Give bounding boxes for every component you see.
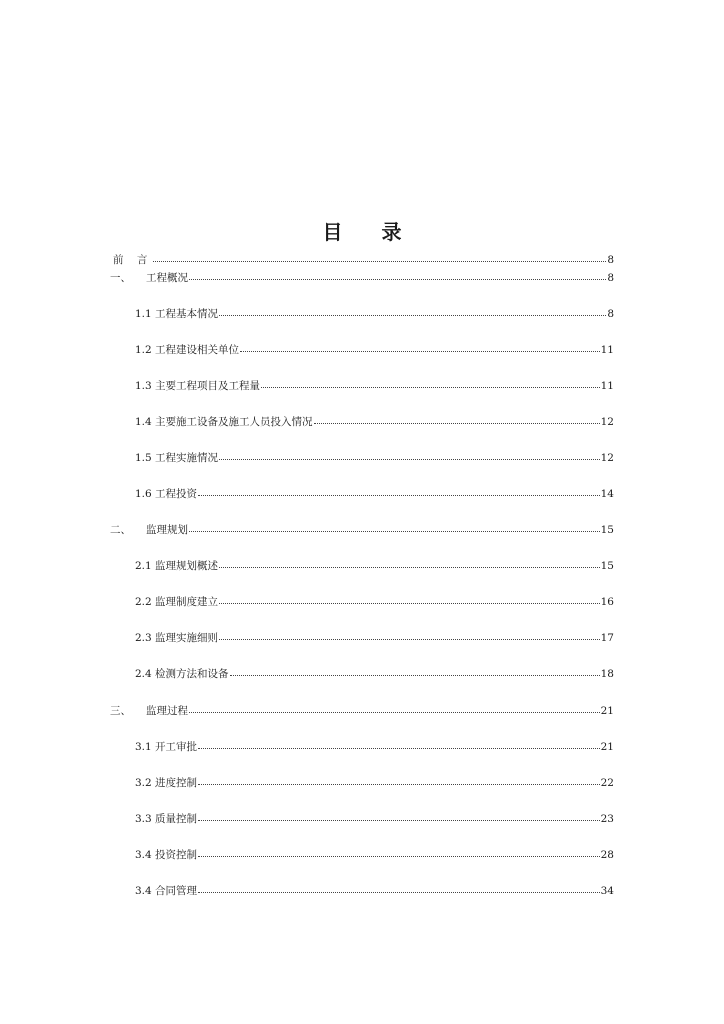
toc-entry-1-6[interactable]	[135, 487, 614, 501]
toc-entry-label: 3.3 质量控制	[135, 813, 198, 825]
toc-entry-label: 3.1 开工审批	[135, 741, 198, 753]
toc-entry-label: 1.5 工程实施情况	[135, 452, 219, 464]
toc-entry-label: 3.2 进度控制	[135, 777, 198, 789]
toc-leader-dots	[189, 270, 606, 280]
toc-entry-1-3[interactable]	[135, 379, 614, 393]
toc-leader-dots	[198, 847, 600, 857]
toc-entry-label: 3.4 合同管理	[135, 885, 198, 897]
toc-page-number: 21	[600, 705, 614, 717]
toc-page-number: 28	[600, 849, 614, 861]
toc-entry-3-1[interactable]	[135, 740, 614, 754]
toc-chapter-number: 二、	[110, 524, 131, 536]
toc-entry-1-2[interactable]	[135, 343, 614, 357]
toc-page-number: 18	[600, 668, 614, 680]
toc-page-number: 17	[600, 632, 614, 644]
toc-entry-1-1[interactable]	[135, 307, 614, 321]
toc-page-number: 8	[607, 272, 614, 284]
toc-leader-dots	[230, 666, 600, 676]
toc-leader-dots	[189, 522, 600, 532]
toc-page-number: 22	[600, 777, 614, 789]
toc-page-number: 8	[607, 308, 614, 320]
toc-chapter-title: 监理规划	[146, 524, 188, 536]
toc-leader-dots	[219, 306, 606, 316]
toc-leader-dots	[198, 883, 600, 893]
toc-leader-dots	[261, 378, 600, 388]
toc-chapter-title: 工程概况	[146, 272, 188, 284]
toc-entry-section-3[interactable]	[110, 704, 614, 718]
toc-entry-label: 3.4 投资控制	[135, 849, 198, 861]
toc-page-number: 12	[600, 416, 614, 428]
toc-entry-2-3[interactable]	[135, 631, 614, 645]
toc-entry-label: 2.2 监理制度建立	[135, 596, 219, 608]
toc-entry-label: 2.3 监理实施细则	[135, 632, 219, 644]
toc-entry-label	[110, 704, 188, 718]
toc-leader-dots	[153, 252, 606, 262]
toc-page-number: 16	[600, 596, 614, 608]
toc-leader-dots	[198, 775, 600, 785]
toc-leader-dots	[314, 414, 600, 424]
toc-entry-3-2[interactable]	[135, 776, 614, 790]
toc-entry-1-5[interactable]	[135, 451, 614, 465]
toc-entry-2-1[interactable]	[135, 559, 614, 573]
toc-page-number: 15	[600, 524, 614, 536]
toc-entry-label: 1.2 工程建设相关单位	[135, 344, 240, 356]
toc-entry-label	[110, 271, 188, 285]
toc-entry-label: 1.3 主要工程项目及工程量	[135, 380, 261, 392]
toc-page-number: 12	[600, 452, 614, 464]
toc-entry-section-2[interactable]	[110, 523, 614, 537]
toc-page-number: 11	[600, 380, 614, 392]
toc-page-number: 21	[600, 741, 614, 753]
toc-entry-section-1[interactable]	[110, 271, 614, 285]
toc-entry-3-4-contract[interactable]	[135, 884, 614, 898]
toc-page-number: 14	[600, 488, 614, 500]
toc-entry-label: 1.4 主要施工设备及施工人员投入情况	[135, 416, 313, 428]
toc-chapter-title: 监理过程	[146, 705, 188, 717]
toc-entry-2-2[interactable]	[135, 595, 614, 609]
toc-page-number: 15	[600, 560, 614, 572]
toc-leader-dots	[219, 630, 600, 640]
toc-leader-dots	[219, 594, 600, 604]
toc-page-number: 34	[600, 885, 614, 897]
toc-entry-3-4-investment[interactable]	[135, 848, 614, 862]
toc-leader-dots	[198, 811, 600, 821]
toc-leader-dots	[189, 703, 600, 713]
toc-leader-dots	[240, 342, 600, 352]
toc-leader-dots	[198, 486, 600, 496]
toc-page-number: 8	[607, 254, 614, 266]
toc-entry-label: 1.6 工程投资	[135, 488, 198, 500]
toc-page-number: 23	[600, 813, 614, 825]
toc-leader-dots	[198, 739, 600, 749]
toc-leader-dots	[219, 558, 600, 568]
toc-entry-label: 前 言	[113, 254, 153, 266]
toc-entry-label	[110, 523, 188, 537]
toc-entry-preface[interactable]	[113, 253, 614, 267]
toc-entry-label: 2.4 检测方法和设备	[135, 668, 229, 680]
toc-chapter-number: 三、	[110, 705, 131, 717]
page-title: 目 录	[322, 220, 418, 244]
toc-entry-label: 2.1 监理规划概述	[135, 560, 219, 572]
toc-entry-1-4[interactable]	[135, 415, 614, 429]
toc-leader-dots	[219, 450, 600, 460]
toc-chapter-number: 一、	[110, 272, 131, 284]
toc-entry-3-3[interactable]	[135, 812, 614, 826]
toc-entry-2-4[interactable]	[135, 667, 614, 681]
toc-page-number: 11	[600, 344, 614, 356]
toc-entry-label: 1.1 工程基本情况	[135, 308, 219, 320]
